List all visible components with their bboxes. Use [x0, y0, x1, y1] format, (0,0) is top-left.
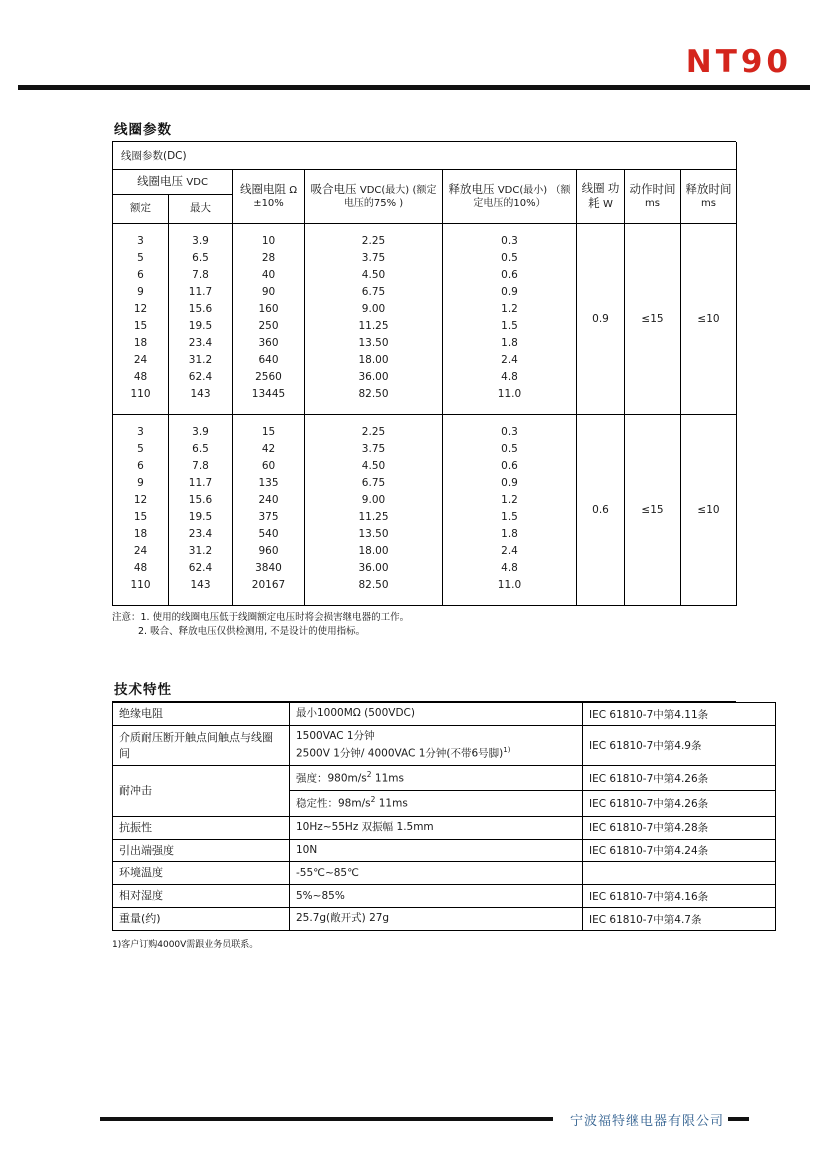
block-rated-voltage-column: [113, 223, 169, 414]
header-pickup-voltage-label: 吸合电压: [310, 181, 357, 196]
tech-label-line: 断开触点间: [163, 730, 218, 744]
coil-cell-max: 11.7: [188, 476, 213, 489]
tech-iec-reference: [583, 862, 776, 885]
coil-cell-pickup: 3.75: [361, 251, 386, 264]
tech-table-footnote: 1)客户订购4000V需跟业务员联系。: [112, 940, 259, 951]
tech-value: 25.7g(敞开式) 27g: [290, 908, 583, 931]
tech-label-line: 触点与线圈间: [119, 730, 273, 760]
coil-cell-max: 31.2: [188, 353, 213, 366]
tech-row-dielectric-strength: [113, 726, 776, 766]
header-coil-power-unit: W: [602, 199, 613, 211]
coil-cell-pickup: 36.00: [358, 561, 389, 574]
coil-cell-max: 62.4: [188, 370, 213, 383]
coil-cell-dropout: 0.6: [501, 268, 518, 281]
coil-cell-max: 19.5: [188, 510, 213, 523]
coil-cell-resistance: 2560: [255, 370, 282, 383]
coil-cell-rated: 5: [137, 251, 144, 264]
tech-value: 最小1000MΩ (500VDC): [290, 703, 583, 726]
coil-cell-dropout: 0.5: [501, 442, 518, 455]
header-coil-power-label2: 功耗: [588, 180, 620, 211]
tech-value: 10N: [290, 839, 583, 862]
header-coil-power: [577, 170, 625, 224]
coil-cell-dropout: 4.8: [501, 561, 518, 574]
coil-cell-resistance: 3840: [255, 561, 282, 574]
coil-cell-rated: 18: [133, 336, 148, 349]
tech-value: 稳定性：$98m/s^2$ 11ms: [290, 791, 583, 816]
header-dropout-voltage-note: （额定电压的10%）: [473, 184, 571, 210]
block-release-time-value: ≤10: [681, 223, 737, 414]
tech-label: [113, 726, 290, 766]
coil-cell-rated: 110: [130, 578, 151, 591]
coil-cell-resistance: 40: [261, 268, 276, 281]
header-operate-time: [625, 170, 681, 224]
tech-iec-reference: IEC 61810-7中第4.16条: [583, 885, 776, 908]
coil-cell-dropout: 11.0: [497, 387, 522, 400]
technical-characteristics-table: [112, 702, 776, 931]
unit-exponent: 2: [366, 770, 372, 780]
header-coil-voltage-unit: VDC: [186, 177, 208, 188]
coil-cell-dropout: 0.3: [501, 425, 518, 438]
coil-cell-rated: 6: [137, 459, 144, 472]
coil-cell-rated: 24: [133, 544, 148, 557]
block-dropout-column: [443, 223, 577, 414]
company-name: 宁波福特继电器有限公司: [570, 1114, 725, 1129]
header-release-time: [681, 170, 737, 224]
coil-cell-max: 7.8: [192, 268, 209, 281]
coil-cell-resistance: 90: [261, 285, 276, 298]
header-pickup-voltage-note: (额定电压的75% ): [343, 184, 437, 210]
coil-cell-dropout: 2.4: [501, 353, 518, 366]
block-power-value: 0.6: [577, 414, 625, 605]
tech-row-terminal-strength: [113, 839, 776, 862]
tech-iec-reference: IEC 61810-7中第4.28条: [583, 816, 776, 839]
tech-label: 引出端强度: [113, 839, 290, 862]
coil-cell-pickup: 9.00: [361, 493, 386, 506]
header-pickup-voltage-unit: VDC(最大): [359, 184, 410, 196]
coil-table-header-row-1: [113, 170, 737, 195]
tech-row-shock-strength: [113, 766, 776, 791]
coil-cell-dropout: 1.5: [501, 319, 518, 332]
coil-cell-dropout: 0.9: [501, 476, 518, 489]
datasheet-content: [112, 118, 736, 950]
coil-cell-pickup: 13.50: [358, 527, 389, 540]
coil-cell-resistance: 13445: [251, 387, 286, 400]
header-dropout-voltage-unit: VDC(最小): [497, 184, 548, 196]
coil-cell-rated: 9: [137, 476, 144, 489]
block-release-time-value: ≤10: [681, 414, 737, 605]
coil-note-line-2: 2. 吸合、释放电压仅供检测用, 不是设计的使用指标。: [138, 626, 366, 638]
tech-section-title: 技术特性: [112, 678, 736, 702]
tech-value-line: 1500VAC 1分钟: [296, 730, 375, 743]
coil-cell-rated: 15: [133, 319, 148, 332]
header-coil-power-label1: 线圈: [581, 180, 605, 195]
coil-cell-resistance: 640: [258, 353, 279, 366]
coil-cell-resistance: 42: [261, 442, 276, 455]
header-release-time-label: 释放时间: [685, 181, 732, 196]
coil-cell-resistance: 360: [258, 336, 279, 349]
block-dropout-column: [443, 414, 577, 605]
coil-cell-dropout: 0.5: [501, 251, 518, 264]
tech-label: 重量(约): [113, 908, 290, 931]
coil-cell-pickup: 11.25: [358, 510, 389, 523]
coil-cell-max: 143: [190, 578, 211, 591]
coil-cell-rated: 3: [137, 234, 144, 247]
header-coil-resistance: [233, 170, 305, 224]
coil-cell-rated: 48: [133, 370, 148, 383]
coil-cell-pickup: 36.00: [358, 370, 389, 383]
tech-value: -55℃~85℃: [290, 862, 583, 885]
coil-cell-rated: 18: [133, 527, 148, 540]
block-resistance-column: [233, 414, 305, 605]
coil-cell-pickup: 4.50: [361, 268, 386, 281]
coil-cell-dropout: 2.4: [501, 544, 518, 557]
block-resistance-column: [233, 223, 305, 414]
tech-label: 耐冲击: [113, 766, 290, 817]
header-coil-resistance-label: 线圈电阻: [240, 181, 286, 196]
coil-cell-rated: 15: [133, 510, 148, 523]
tech-row-vibration-resistance: [113, 816, 776, 839]
tech-iec-reference: IEC 61810-7中第4.24条: [583, 839, 776, 862]
block-rated-voltage-column: [113, 414, 169, 605]
tech-label: 环境温度: [113, 862, 290, 885]
coil-cell-dropout: 1.8: [501, 527, 518, 540]
footer-divider-rule: [100, 1117, 553, 1121]
tech-row-ambient-temperature: [113, 862, 776, 885]
product-model-logo: NT90: [685, 44, 792, 80]
coil-cell-pickup: 11.25: [358, 319, 389, 332]
coil-cell-max: 23.4: [188, 336, 213, 349]
block-pickup-column: [305, 223, 443, 414]
header-pickup-voltage: [305, 170, 443, 224]
page-footer: [0, 1099, 828, 1139]
block-max-voltage-column: [169, 223, 233, 414]
coil-cell-rated: 5: [137, 442, 144, 455]
coil-cell-pickup: 2.25: [361, 234, 386, 247]
tech-label-line: 介质耐压: [119, 730, 163, 744]
tech-value: [290, 726, 583, 766]
coil-cell-rated: 9: [137, 285, 144, 298]
coil-cell-resistance: 250: [258, 319, 279, 332]
header-max-voltage: 最大: [169, 194, 233, 223]
coil-cell-dropout: 0.9: [501, 285, 518, 298]
tech-row-weight: [113, 908, 776, 931]
coil-cell-max: 62.4: [188, 561, 213, 574]
coil-cell-pickup: 82.50: [358, 578, 389, 591]
coil-cell-dropout: 0.3: [501, 234, 518, 247]
tech-row-relative-humidity: [113, 885, 776, 908]
coil-cell-dropout: 1.5: [501, 510, 518, 523]
coil-cell-pickup: 18.00: [358, 353, 389, 366]
coil-note-line-1: 注意：1. 使用的线圈电压低于线圈额定电压时将会损害继电器的工作。: [112, 611, 410, 623]
coil-cell-max: 6.5: [192, 251, 209, 264]
tech-label: 抗振性: [113, 816, 290, 839]
coil-cell-rated: 24: [133, 353, 148, 366]
tech-iec-reference: IEC 61810-7中第4.11条: [583, 703, 776, 726]
coil-cell-max: 6.5: [192, 442, 209, 455]
tech-iec-reference: IEC 61810-7中第4.26条: [583, 766, 776, 791]
header-dropout-voltage-label: 释放电压: [448, 181, 495, 196]
header-dropout-voltage: [443, 170, 577, 224]
coil-cell-max: 143: [190, 387, 211, 400]
coil-cell-resistance: 160: [258, 302, 279, 315]
header-release-time-unit: ms: [701, 198, 716, 210]
block-power-value: 0.9: [577, 223, 625, 414]
tech-iec-reference: IEC 61810-7中第4.26条: [583, 791, 776, 816]
header-rated-voltage: 额定: [113, 194, 169, 223]
coil-cell-rated: 3: [137, 425, 144, 438]
block-pickup-column: [305, 414, 443, 605]
tech-value: 10Hz~55Hz 双振幅 1.5mm: [290, 816, 583, 839]
coil-cell-resistance: 540: [258, 527, 279, 540]
coil-cell-pickup: 4.50: [361, 459, 386, 472]
coil-cell-pickup: 6.75: [361, 285, 386, 298]
coil-cell-dropout: 11.0: [497, 578, 522, 591]
coil-cell-max: 23.4: [188, 527, 213, 540]
coil-cell-pickup: 3.75: [361, 442, 386, 455]
coil-cell-max: 7.8: [192, 459, 209, 472]
header-divider-rule: [18, 85, 810, 90]
coil-cell-max: 11.7: [188, 285, 213, 298]
coil-cell-max: 15.6: [188, 302, 213, 315]
block-operate-time-value: ≤15: [625, 414, 681, 605]
tech-iec-reference: IEC 61810-7中第4.7条: [583, 908, 776, 931]
coil-cell-pickup: 18.00: [358, 544, 389, 557]
coil-data-block: [113, 414, 737, 605]
coil-cell-max: 31.2: [188, 544, 213, 557]
coil-cell-pickup: 13.50: [358, 336, 389, 349]
coil-section-title: 线圈参数: [112, 118, 736, 142]
coil-cell-max: 3.9: [192, 425, 209, 438]
block-operate-time-value: ≤15: [625, 223, 681, 414]
coil-cell-resistance: 60: [261, 459, 276, 472]
coil-cell-dropout: 1.2: [501, 302, 518, 315]
coil-data-block: [113, 223, 737, 414]
coil-cell-rated: 12: [133, 302, 148, 315]
tech-label: 绝缘电阻: [113, 703, 290, 726]
coil-parameters-table: [112, 142, 737, 606]
coil-cell-resistance: 135: [258, 476, 279, 489]
coil-cell-resistance: 960: [258, 544, 279, 557]
coil-cell-pickup: 2.25: [361, 425, 386, 438]
coil-cell-resistance: 20167: [251, 578, 286, 591]
coil-cell-dropout: 4.8: [501, 370, 518, 383]
header-coil-voltage-label: 线圈电压: [137, 174, 184, 188]
footnote-marker: 1): [503, 745, 511, 754]
coil-cell-max: 15.6: [188, 493, 213, 506]
coil-cell-rated: 12: [133, 493, 148, 506]
page-header: [0, 0, 828, 96]
coil-cell-max: 3.9: [192, 234, 209, 247]
coil-cell-resistance: 240: [258, 493, 279, 506]
header-coil-resistance-unit: Ω ±10%: [253, 184, 297, 210]
coil-cell-dropout: 0.6: [501, 459, 518, 472]
tech-label: 相对湿度: [113, 885, 290, 908]
unit-exponent: 2: [370, 795, 376, 805]
coil-cell-resistance: 28: [261, 251, 276, 264]
coil-table-caption: 线圈参数(DC): [113, 142, 737, 170]
tech-row-insulation-resistance: [113, 703, 776, 726]
coil-cell-resistance: 15: [261, 425, 276, 438]
coil-cell-pickup: 6.75: [361, 476, 386, 489]
header-operate-time-label: 动作时间: [629, 181, 676, 196]
coil-cell-dropout: 1.2: [501, 493, 518, 506]
coil-cell-rated: 6: [137, 268, 144, 281]
tech-value: 强度：$980m/s^2$ 11ms: [290, 766, 583, 791]
coil-cell-dropout: 1.8: [501, 336, 518, 349]
header-coil-voltage: [113, 170, 233, 195]
coil-cell-resistance: 10: [261, 234, 276, 247]
coil-cell-pickup: 82.50: [358, 387, 389, 400]
coil-cell-pickup: 9.00: [361, 302, 386, 315]
coil-cell-rated: 110: [130, 387, 151, 400]
coil-cell-resistance: 375: [258, 510, 279, 523]
tech-iec-reference: IEC 61810-7中第4.9条: [583, 726, 776, 766]
coil-cell-rated: 48: [133, 561, 148, 574]
coil-table-caption-row: [113, 142, 737, 170]
coil-cell-max: 19.5: [188, 319, 213, 332]
block-max-voltage-column: [169, 414, 233, 605]
tech-value-line: 2500V 1分钟/ 4000VAC 1分钟(不带6号脚)$^{1)}$: [296, 745, 511, 760]
header-operate-time-unit: ms: [645, 198, 660, 210]
footer-dash-mark: [728, 1117, 749, 1121]
tech-value: 5%~85%: [290, 885, 583, 908]
coil-table-notes: [112, 611, 736, 640]
